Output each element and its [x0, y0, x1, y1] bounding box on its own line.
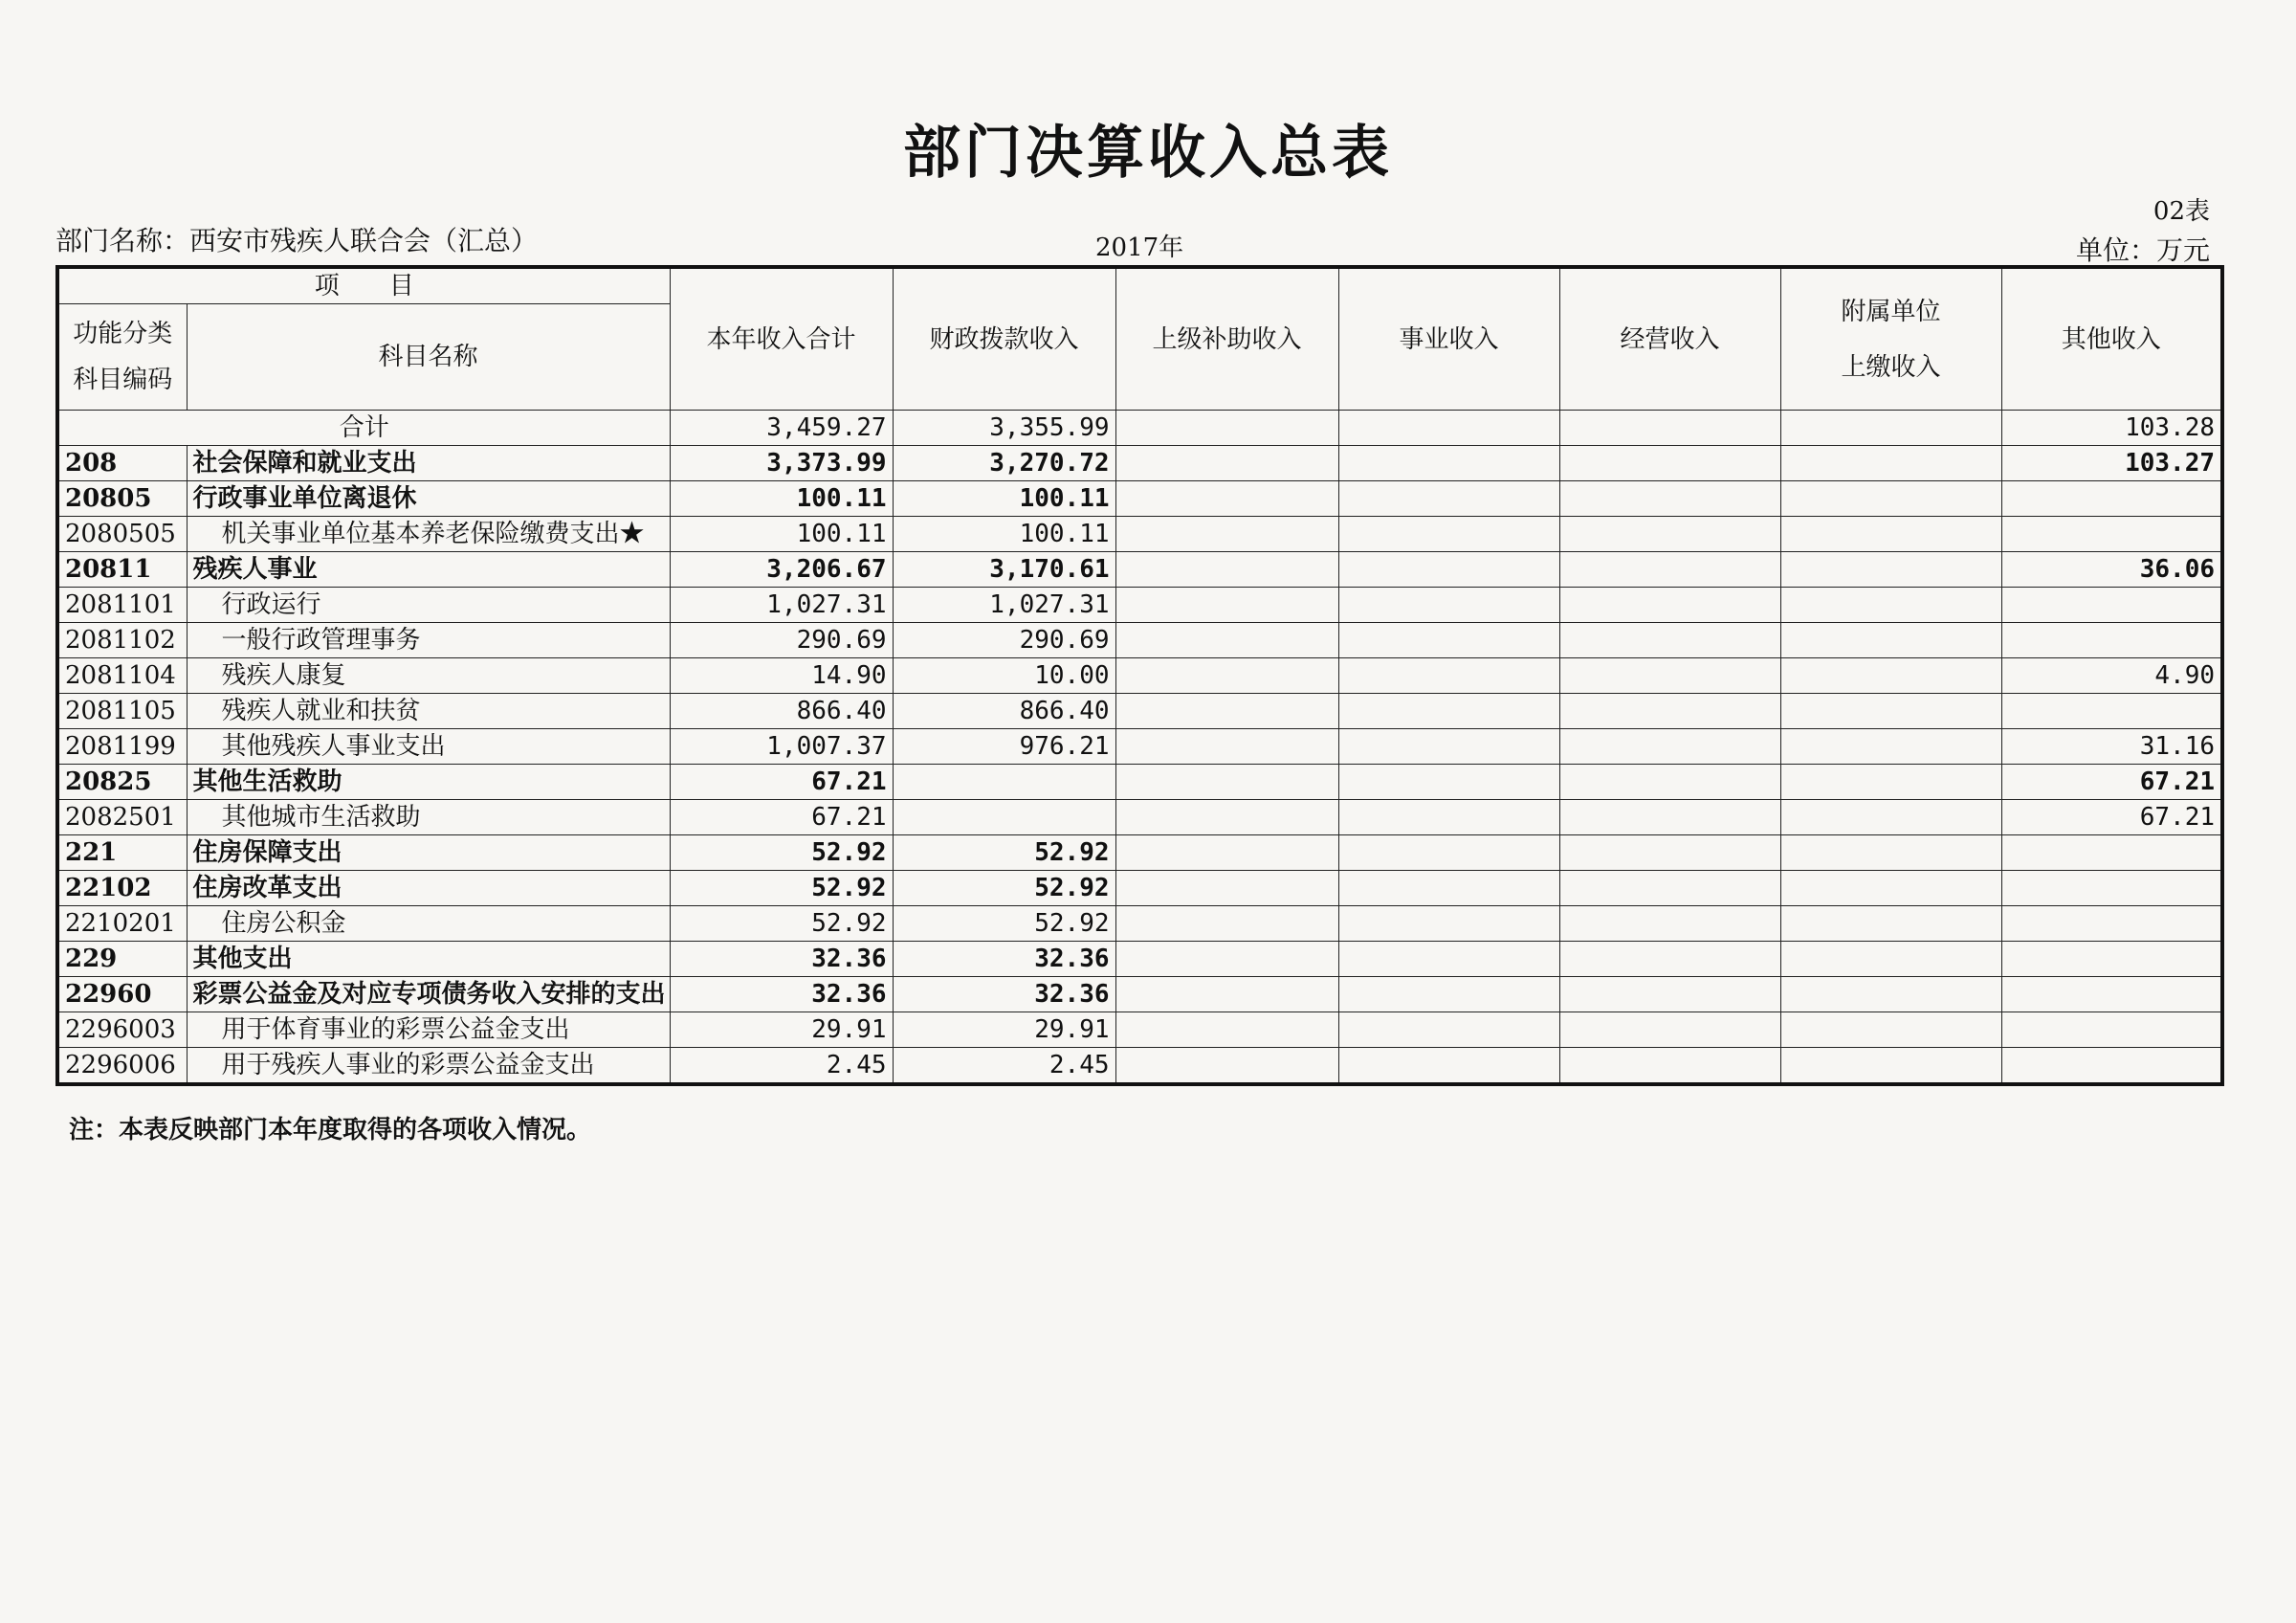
row-operation — [1559, 517, 1780, 552]
row-name: 其他生活救助 — [187, 765, 670, 800]
row-affiliated — [1780, 588, 2001, 623]
row-operation — [1559, 1048, 1780, 1085]
row-total: 866.40 — [670, 694, 893, 729]
row-other: 36.06 — [2001, 552, 2222, 588]
income-summary-table — [55, 265, 2224, 1086]
row-other — [2001, 942, 2222, 977]
row-name: 住房改革支出 — [187, 871, 670, 906]
header-fiscal: 财政拨款收入 — [893, 267, 1115, 411]
row-business — [1338, 906, 1559, 942]
row-operation — [1559, 481, 1780, 517]
row-other — [2001, 1048, 2222, 1085]
row-code: 2081102 — [57, 623, 187, 658]
row-operation — [1559, 835, 1780, 871]
row-name: 行政运行 — [187, 588, 670, 623]
row-total: 290.69 — [670, 623, 893, 658]
row-business — [1338, 588, 1559, 623]
row-affiliated — [1780, 906, 2001, 942]
row-business — [1338, 835, 1559, 871]
total-business — [1338, 411, 1559, 446]
table-row — [57, 517, 2222, 552]
row-name: 机关事业单位基本养老保险缴费支出★ — [187, 517, 670, 552]
row-other — [2001, 694, 2222, 729]
row-superior — [1115, 1012, 1338, 1048]
header-project: 项 目 — [57, 267, 670, 304]
row-fiscal: 52.92 — [893, 871, 1115, 906]
row-total: 32.36 — [670, 942, 893, 977]
table-row — [57, 1048, 2222, 1085]
header-code — [57, 304, 187, 411]
row-total: 14.90 — [670, 658, 893, 694]
header-code-line2: 科目编码 — [73, 366, 173, 394]
table-row — [57, 800, 2222, 835]
row-fiscal: 32.36 — [893, 977, 1115, 1012]
row-superior — [1115, 729, 1338, 765]
table-row — [57, 835, 2222, 871]
row-total: 29.91 — [670, 1012, 893, 1048]
row-business — [1338, 552, 1559, 588]
row-affiliated — [1780, 658, 2001, 694]
table-row — [57, 765, 2222, 800]
header-other: 其他收入 — [2001, 267, 2222, 411]
table-row — [57, 1012, 2222, 1048]
row-operation — [1559, 658, 1780, 694]
row-business — [1338, 1012, 1559, 1048]
row-name: 其他城市生活救助 — [187, 800, 670, 835]
row-name: 彩票公益金及对应专项债务收入安排的支出 — [187, 977, 670, 1012]
table-row — [57, 588, 2222, 623]
total-row — [57, 411, 2222, 446]
row-fiscal: 100.11 — [893, 517, 1115, 552]
row-superior — [1115, 552, 1338, 588]
row-affiliated — [1780, 765, 2001, 800]
row-superior — [1115, 658, 1338, 694]
row-fiscal: 29.91 — [893, 1012, 1115, 1048]
row-other — [2001, 835, 2222, 871]
row-operation — [1559, 552, 1780, 588]
header-operation: 经营收入 — [1559, 267, 1780, 411]
row-affiliated — [1780, 942, 2001, 977]
row-total: 67.21 — [670, 765, 893, 800]
header-name: 科目名称 — [187, 304, 670, 411]
row-name: 行政事业单位离退休 — [187, 481, 670, 517]
header-affiliated-line2: 上缴收入 — [1841, 352, 1941, 382]
row-fiscal: 100.11 — [893, 481, 1115, 517]
row-operation — [1559, 871, 1780, 906]
row-total: 2.45 — [670, 1048, 893, 1085]
header-business: 事业收入 — [1338, 267, 1559, 411]
row-superior — [1115, 623, 1338, 658]
row-business — [1338, 729, 1559, 765]
row-total: 52.92 — [670, 835, 893, 871]
row-affiliated — [1780, 871, 2001, 906]
row-affiliated — [1780, 729, 2001, 765]
total-label: 合计 — [57, 411, 670, 446]
row-other — [2001, 481, 2222, 517]
row-superior — [1115, 446, 1338, 481]
table-body — [57, 267, 2222, 1084]
row-operation — [1559, 800, 1780, 835]
row-superior — [1115, 942, 1338, 977]
table-row — [57, 729, 2222, 765]
row-code: 2081199 — [57, 729, 187, 765]
row-name: 用于体育事业的彩票公益金支出 — [187, 1012, 670, 1048]
total-sum: 3,459.27 — [670, 411, 893, 446]
row-superior — [1115, 481, 1338, 517]
department-name: 部门名称：西安市残疾人联合会（汇总） — [55, 225, 539, 256]
row-fiscal: 2.45 — [893, 1048, 1115, 1085]
total-fiscal: 3,355.99 — [893, 411, 1115, 446]
row-other: 103.27 — [2001, 446, 2222, 481]
row-other — [2001, 1012, 2222, 1048]
header-total: 本年收入合计 — [670, 267, 893, 411]
row-operation — [1559, 1012, 1780, 1048]
header-code-line1: 功能分类 — [73, 320, 173, 348]
row-other — [2001, 588, 2222, 623]
row-superior — [1115, 835, 1338, 871]
footnote: 注：本表反映部门本年度取得的各项收入情况。 — [69, 1116, 592, 1145]
row-code: 2080505 — [57, 517, 187, 552]
row-name: 用于残疾人事业的彩票公益金支出 — [187, 1048, 670, 1085]
row-code: 2296003 — [57, 1012, 187, 1048]
row-code: 2296006 — [57, 1048, 187, 1085]
row-name: 住房公积金 — [187, 906, 670, 942]
row-total: 1,027.31 — [670, 588, 893, 623]
row-business — [1338, 1048, 1559, 1085]
row-business — [1338, 623, 1559, 658]
row-code: 22102 — [57, 871, 187, 906]
row-business — [1338, 517, 1559, 552]
row-name: 其他残疾人事业支出 — [187, 729, 670, 765]
row-other — [2001, 871, 2222, 906]
row-operation — [1559, 765, 1780, 800]
table-row — [57, 942, 2222, 977]
row-fiscal — [893, 800, 1115, 835]
row-operation — [1559, 446, 1780, 481]
row-superior — [1115, 800, 1338, 835]
row-other — [2001, 517, 2222, 552]
row-name: 其他支出 — [187, 942, 670, 977]
row-business — [1338, 765, 1559, 800]
row-fiscal: 52.92 — [893, 835, 1115, 871]
table-row — [57, 552, 2222, 588]
row-superior — [1115, 1048, 1338, 1085]
row-fiscal: 976.21 — [893, 729, 1115, 765]
row-total: 32.36 — [670, 977, 893, 1012]
row-superior — [1115, 977, 1338, 1012]
row-fiscal: 866.40 — [893, 694, 1115, 729]
table-row — [57, 446, 2222, 481]
row-business — [1338, 871, 1559, 906]
row-name: 一般行政管理事务 — [187, 623, 670, 658]
row-code: 2081101 — [57, 588, 187, 623]
row-fiscal: 290.69 — [893, 623, 1115, 658]
row-name: 住房保障支出 — [187, 835, 670, 871]
row-business — [1338, 694, 1559, 729]
row-other — [2001, 623, 2222, 658]
row-other — [2001, 977, 2222, 1012]
row-other: 4.90 — [2001, 658, 2222, 694]
row-business — [1338, 942, 1559, 977]
row-fiscal: 10.00 — [893, 658, 1115, 694]
total-other: 103.28 — [2001, 411, 2222, 446]
total-affiliated — [1780, 411, 2001, 446]
row-affiliated — [1780, 552, 2001, 588]
row-operation — [1559, 942, 1780, 977]
row-code: 2082501 — [57, 800, 187, 835]
row-affiliated — [1780, 800, 2001, 835]
table-row — [57, 906, 2222, 942]
row-total: 3,373.99 — [670, 446, 893, 481]
row-superior — [1115, 588, 1338, 623]
row-affiliated — [1780, 481, 2001, 517]
row-fiscal: 1,027.31 — [893, 588, 1115, 623]
row-affiliated — [1780, 694, 2001, 729]
row-code: 22960 — [57, 977, 187, 1012]
table-row — [57, 977, 2222, 1012]
row-fiscal: 3,170.61 — [893, 552, 1115, 588]
row-code: 208 — [57, 446, 187, 481]
row-other: 67.21 — [2001, 800, 2222, 835]
row-operation — [1559, 694, 1780, 729]
row-fiscal: 3,270.72 — [893, 446, 1115, 481]
row-operation — [1559, 588, 1780, 623]
header-affiliated — [1780, 267, 2001, 411]
row-affiliated — [1780, 977, 2001, 1012]
row-code: 20811 — [57, 552, 187, 588]
row-fiscal: 52.92 — [893, 906, 1115, 942]
row-operation — [1559, 977, 1780, 1012]
row-code: 2210201 — [57, 906, 187, 942]
row-fiscal — [893, 765, 1115, 800]
row-other: 67.21 — [2001, 765, 2222, 800]
row-business — [1338, 658, 1559, 694]
row-superior — [1115, 765, 1338, 800]
row-total: 52.92 — [670, 871, 893, 906]
row-affiliated — [1780, 1012, 2001, 1048]
row-other — [2001, 906, 2222, 942]
row-business — [1338, 977, 1559, 1012]
row-superior — [1115, 694, 1338, 729]
row-business — [1338, 481, 1559, 517]
row-affiliated — [1780, 517, 2001, 552]
row-affiliated — [1780, 623, 2001, 658]
row-total: 52.92 — [670, 906, 893, 942]
table-row — [57, 623, 2222, 658]
total-operation — [1559, 411, 1780, 446]
page-title: 部门决算收入总表 — [903, 120, 1393, 187]
row-total: 100.11 — [670, 517, 893, 552]
row-affiliated — [1780, 835, 2001, 871]
row-name: 残疾人就业和扶贫 — [187, 694, 670, 729]
row-name: 残疾人事业 — [187, 552, 670, 588]
table-row — [57, 694, 2222, 729]
row-total: 1,007.37 — [670, 729, 893, 765]
row-affiliated — [1780, 446, 2001, 481]
table-row — [57, 871, 2222, 906]
row-name: 社会保障和就业支出 — [187, 446, 670, 481]
row-code: 20825 — [57, 765, 187, 800]
row-total: 3,206.67 — [670, 552, 893, 588]
row-code: 221 — [57, 835, 187, 871]
header-superior: 上级补助收入 — [1115, 267, 1338, 411]
row-operation — [1559, 623, 1780, 658]
row-code: 2081104 — [57, 658, 187, 694]
table-row — [57, 658, 2222, 694]
header-affiliated-line1: 附属单位 — [1841, 297, 1941, 326]
row-code: 20805 — [57, 481, 187, 517]
report-year: 2017年 — [1095, 233, 1184, 262]
row-business — [1338, 800, 1559, 835]
currency-unit: 单位：万元 — [2075, 234, 2210, 266]
row-other: 31.16 — [2001, 729, 2222, 765]
row-superior — [1115, 906, 1338, 942]
row-code: 2081105 — [57, 694, 187, 729]
total-superior — [1115, 411, 1338, 446]
row-affiliated — [1780, 1048, 2001, 1085]
row-superior — [1115, 517, 1338, 552]
row-code: 229 — [57, 942, 187, 977]
row-total: 67.21 — [670, 800, 893, 835]
table-row — [57, 481, 2222, 517]
form-number: 02表 — [2152, 197, 2210, 226]
row-operation — [1559, 729, 1780, 765]
row-fiscal: 32.36 — [893, 942, 1115, 977]
row-name: 残疾人康复 — [187, 658, 670, 694]
header-row-project — [57, 267, 2222, 304]
row-operation — [1559, 906, 1780, 942]
row-business — [1338, 446, 1559, 481]
row-total: 100.11 — [670, 481, 893, 517]
row-superior — [1115, 871, 1338, 906]
